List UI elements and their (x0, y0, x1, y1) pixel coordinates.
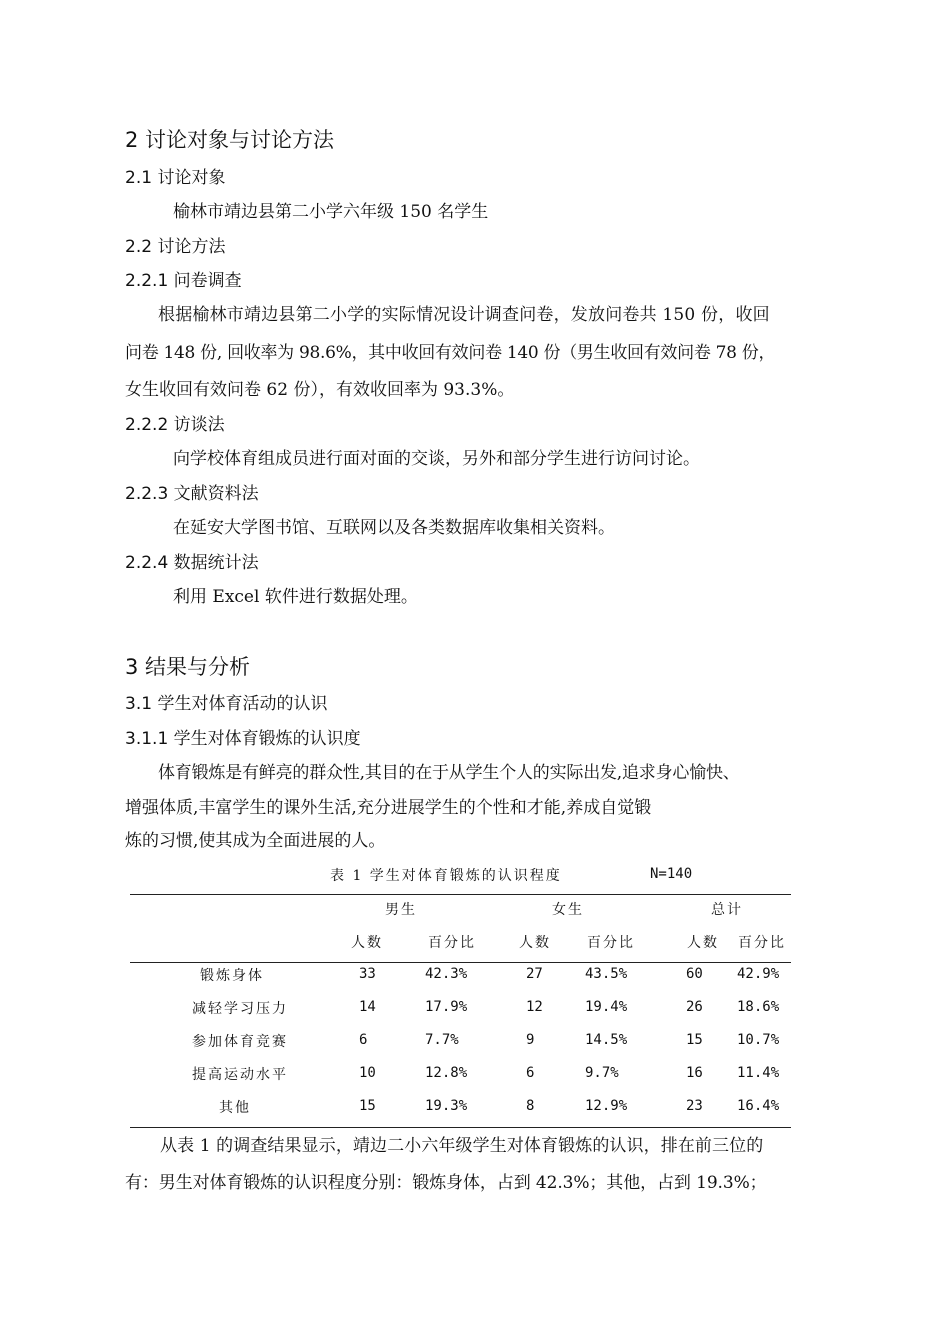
table-cell: 14.5% (585, 1032, 628, 1048)
table-top-rule (130, 894, 791, 895)
table-cell: 60 (686, 966, 703, 982)
table-cell: 16 (686, 1065, 703, 1081)
table-cell: 16.4% (737, 1098, 780, 1114)
table-group-header: 女生 (552, 902, 584, 918)
table-subheader: 百分比 (738, 935, 786, 951)
section-3-1-title: 3.1 学生对体育活动的认识 (125, 694, 328, 714)
table-row-label: 减轻学习压力 (192, 1001, 288, 1017)
table-cell: 6 (526, 1065, 535, 1081)
section-3-title: 3 结果与分析 (125, 655, 251, 679)
section-2-2-3-title: 2.2.3 文献资料法 (125, 484, 259, 504)
section-3-1-1-line-2: 增强体质,丰富学生的课外生活,充分进展学生的个性和才能,养成自觉锻 (125, 798, 652, 818)
table-bottom-rule (130, 1127, 791, 1128)
section-2-2-1-line-1: 根据榆林市靖边县第二小学的实际情况设计调查问卷，发放问卷共 150 份，收回 (158, 305, 770, 325)
table-cell: 7.7% (425, 1032, 459, 1048)
table-cell: 6 (359, 1032, 368, 1048)
table-cell: 12 (526, 999, 543, 1015)
table-cell: 9.7% (585, 1065, 619, 1081)
table-caption: 表 1 学生对体育锻炼的认识程度 (330, 868, 562, 884)
table-cell: 33 (359, 966, 376, 982)
section-2-2-title: 2.2 讨论方法 (125, 237, 226, 257)
table-row-label: 提高运动水平 (192, 1067, 288, 1083)
section-2-title: 2 讨论对象与讨论方法 (125, 128, 335, 152)
section-2-2-1-title: 2.2.1 问卷调查 (125, 271, 242, 291)
table-row-label: 锻炼身体 (200, 968, 264, 984)
section-2-2-1-line-2: 问卷 148 份, 回收率为 98.6%，其中收回有效问卷 140 份（男生收回有效问卷 78 份， (125, 343, 776, 363)
section-2-2-3-text: 在延安大学图书馆、互联网以及各类数据库收集相关资料。 (173, 518, 615, 538)
after-table-line-2: 有：男生对体育锻炼的认识程度分别：锻炼身体，占到 42.3%；其他，占到 19.3%； (125, 1173, 767, 1193)
table-cell: 10.7% (737, 1032, 780, 1048)
table-cell: 8 (526, 1098, 535, 1114)
table-subheader: 百分比 (428, 935, 476, 951)
table-cell: 42.9% (737, 966, 780, 982)
table-cell: 43.5% (585, 966, 628, 982)
section-3-1-1-line-3: 炼的习惯,使其成为全面进展的人。 (125, 831, 386, 851)
section-2-1-text: 榆林市靖边县第二小学六年级 150 名学生 (173, 202, 489, 222)
table-subheader: 人数 (519, 935, 551, 951)
section-2-2-1-line-3: 女生收回有效问卷 62 份），有效收回率为 93.3%。 (125, 380, 515, 400)
table-cell: 9 (526, 1032, 535, 1048)
section-3-1-1-line-1: 体育锻炼是有鲜亮的群众性,其目的在于从学生个人的实际出发,追求身心愉快、 (158, 763, 740, 783)
table-n-label: N=140 (650, 866, 693, 882)
table-group-header: 总计 (711, 902, 743, 918)
section-2-2-4-title: 2.2.4 数据统计法 (125, 553, 259, 573)
table-cell: 12.8% (425, 1065, 468, 1081)
table-cell: 18.6% (737, 999, 780, 1015)
table-cell: 27 (526, 966, 543, 982)
table-cell: 42.3% (425, 966, 468, 982)
table-subheader: 人数 (687, 935, 719, 951)
table-cell: 15 (359, 1098, 376, 1114)
table-cell: 14 (359, 999, 376, 1015)
table-cell: 19.3% (425, 1098, 468, 1114)
table-cell: 26 (686, 999, 703, 1015)
table-cell: 19.4% (585, 999, 628, 1015)
section-2-2-4-text: 利用 Excel 软件进行数据处理。 (173, 587, 418, 607)
table-subheader: 人数 (351, 935, 383, 951)
table-subheader: 百分比 (587, 935, 635, 951)
table-header-rule (130, 962, 791, 963)
table-cell: 10 (359, 1065, 376, 1081)
table-row-label: 参加体育竞赛 (192, 1034, 288, 1050)
table-cell: 15 (686, 1032, 703, 1048)
table-cell: 23 (686, 1098, 703, 1114)
table-cell: 17.9% (425, 999, 468, 1015)
table-row-label: 其他 (219, 1100, 251, 1116)
section-2-1-title: 2.1 讨论对象 (125, 168, 226, 188)
section-2-2-2-title: 2.2.2 访谈法 (125, 415, 225, 435)
table-group-header: 男生 (385, 902, 417, 918)
section-2-2-2-text: 向学校体育组成员进行面对面的交谈，另外和部分学生进行访问讨论。 (173, 449, 700, 469)
after-table-line-1: 从表 1 的调查结果显示，靖边二小六年级学生对体育锻炼的认识，排在前三位的 (160, 1136, 764, 1156)
table-cell: 12.9% (585, 1098, 628, 1114)
table-cell: 11.4% (737, 1065, 780, 1081)
section-3-1-1-title: 3.1.1 学生对体育锻炼的认识度 (125, 729, 361, 749)
